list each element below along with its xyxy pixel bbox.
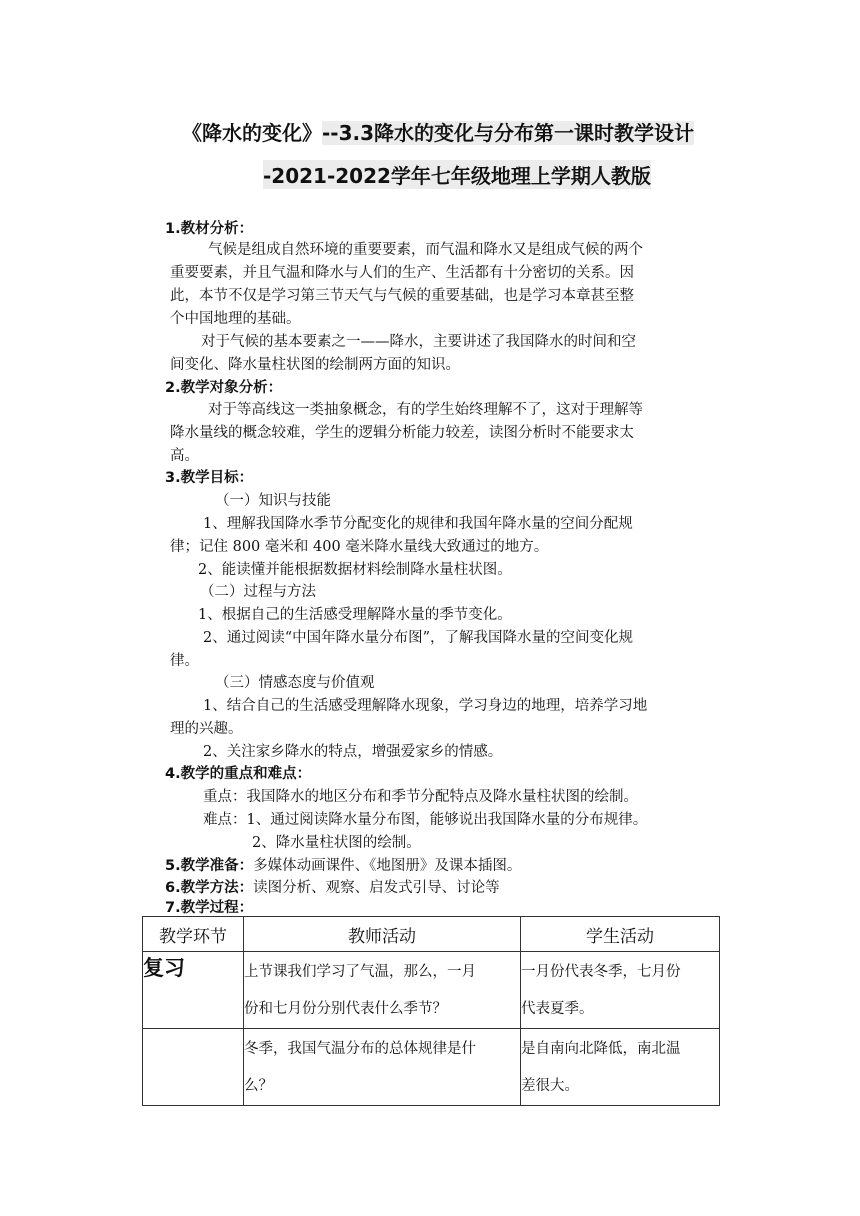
paragraph-line: 高。	[170, 448, 199, 464]
section-heading: 4.教学的重点和难点：	[165, 766, 312, 782]
student-cell	[521, 952, 720, 1029]
student-cell	[521, 1029, 720, 1106]
paragraph-line: 2、通过阅读“中国年降水量分布图”，了解我国降水量的空间变化规	[203, 630, 634, 646]
cell-line: 上节课我们学习了气温，那么，一月	[244, 964, 476, 980]
paragraph-line: 2、关注家乡降水的特点，增强爱家乡的情感。	[203, 744, 503, 760]
section-heading: 6.教学方法：	[165, 880, 254, 896]
section-text: 读图分析、观察、启发式引导、讨论等	[253, 880, 500, 896]
stage-cell	[143, 1029, 244, 1106]
title-subtitle: --3.3降水的变化与分布第一课时教学设计	[322, 121, 695, 145]
paragraph-line: 重点：我国降水的地区分布和季节分配特点及降水量柱状图的绘制。	[203, 789, 638, 805]
teacher-cell	[244, 952, 521, 1029]
subheading: （二）过程与方法	[200, 584, 316, 600]
section-heading: 1.教材分析：	[165, 221, 254, 237]
table-header-cell: 学生活动	[521, 917, 720, 952]
teacher-cell	[244, 1029, 521, 1106]
table-header-cell: 教师活动	[244, 917, 521, 952]
table-header-row	[143, 917, 720, 952]
paragraph-line: 气候是组成自然环境的重要要素，而气温和降水又是组成气候的两个	[208, 242, 643, 258]
paragraph-line: 2、降水量柱状图的绘制。	[252, 835, 421, 851]
section-text: 多媒体动画课件、《地图册》及课本插图。	[253, 858, 522, 874]
document-title-line1	[182, 117, 694, 146]
table-row	[143, 1029, 720, 1106]
section-line	[165, 878, 500, 898]
paragraph-line: 律；记住 800 毫米和 400 毫米降水量线大致通过的地方。	[170, 539, 549, 555]
subheading: （三）情感态度与价值观	[215, 675, 375, 691]
table-header-cell: 教学环节	[143, 917, 244, 952]
section-line	[165, 856, 521, 876]
paragraph-line: 1、根据自己的生活感受理解降水量的季节变化。	[198, 607, 512, 623]
paragraph-line: 降水量线的概念较难，学生的逻辑分析能力较差，读图分析时不能要求太	[170, 425, 634, 441]
cell-line: 一月份代表冬季，七月份	[521, 964, 681, 980]
cell-line: 么？	[244, 1078, 273, 1094]
paragraph-line: 间变化、降水量柱状图的绘制两方面的知识。	[170, 357, 460, 373]
stage-cell: 复习	[143, 952, 244, 1029]
paragraph-line: 重要要素，并且气温和降水与人们的生产、生活都有十分密切的关系。因	[170, 265, 634, 281]
title-book-name: 《降水的变化》	[182, 121, 322, 145]
document-title-line2: -2021-2022学年七年级地理上学期人教版	[263, 160, 651, 189]
section-heading: 2.教学对象分析：	[165, 380, 283, 396]
paragraph-line: 对于等高线这一类抽象概念，有的学生始终理解不了，这对于理解等	[208, 402, 643, 418]
paragraph-line: 此，本节不仅是学习第三节天气与气候的重要基础，也是学习本章甚至整	[170, 288, 634, 304]
section-heading: 5.教学准备：	[165, 858, 254, 874]
paragraph-line: 2、能读懂并能根据数据材料绘制降水量柱状图。	[198, 562, 512, 578]
cell-line: 是自南向北降低，南北温	[521, 1041, 681, 1057]
cell-line: 份和七月份分别代表什么季节？	[244, 1001, 447, 1017]
subheading: （一）知识与技能	[215, 493, 331, 509]
paragraph-line: 1、理解我国降水季节分配变化的规律和我国年降水量的空间分配规	[203, 516, 633, 532]
paragraph-line: 个中国地理的基础。	[170, 311, 301, 327]
section-heading: 3.教学目标：	[165, 470, 254, 486]
table-row	[143, 952, 720, 1029]
cell-line: 差很大。	[521, 1078, 579, 1094]
paragraph-line: 1、结合自己的生活感受理解降水现象，学习身边的地理，培养学习地	[203, 698, 648, 714]
paragraph-line: 律。	[170, 653, 199, 669]
teaching-process-table	[142, 916, 720, 1106]
section-heading: 7.教学过程：	[165, 900, 254, 916]
paragraph-line: 难点：1、通过阅读降水量分布图，能够说出我国降水量的分布规律。	[203, 812, 648, 828]
cell-line: 代表夏季。	[521, 1001, 594, 1017]
paragraph-line: 理的兴趣。	[170, 721, 243, 737]
paragraph-line: 对于气候的基本要素之一——降水，主要讲述了我国降水的时间和空	[201, 334, 636, 350]
cell-line: 冬季，我国气温分布的总体规律是什	[244, 1041, 476, 1057]
